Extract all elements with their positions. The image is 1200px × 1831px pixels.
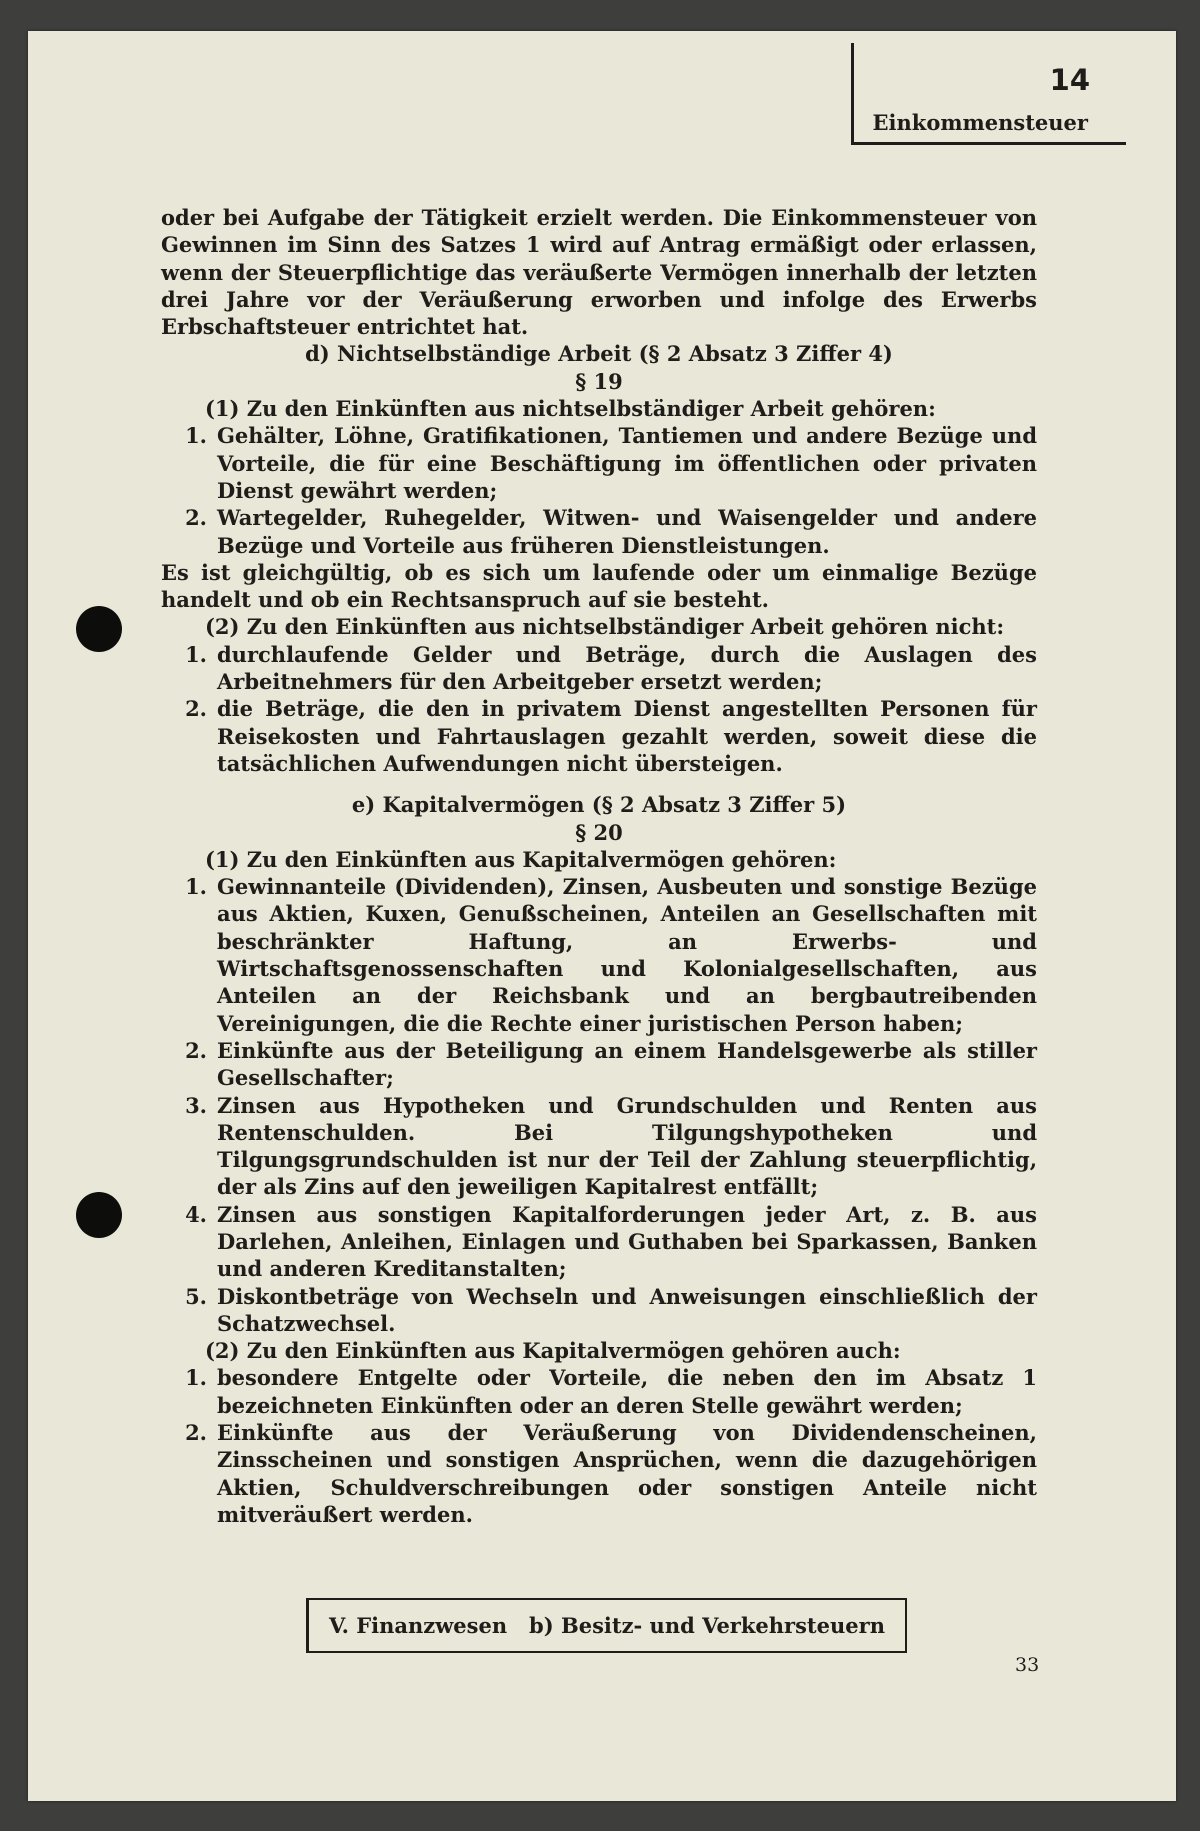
intro-paragraph: oder bei Aufgabe der Tätigkeit erzielt werden. Die Einkommensteuer von Gewinnen im Sinn des Satzes 1 wird auf Antrag ermäßigt oder erlassen, wenn der Steuerpflichtige das veräußerte Vermögen innerhalb der letzten drei Jahre vor der Veräußerung erworben und infolge des Erwerbs Erbschaftsteuer entrichtet hat.	[161, 205, 1037, 340]
item-number: 1.	[185, 1365, 207, 1391]
item-text: Gehälter, Löhne, Gratifikationen, Tantiemen und andere Bezüge und Vorteile, die für eine Beschäftigung im öffentlichen oder privaten Dienst gewährt werden;	[217, 423, 1037, 503]
list-item	[161, 1092, 1037, 1201]
section-e-heading: e) Kapitalvermögen (§ 2 Absatz 3 Ziffer 5)	[351, 792, 847, 818]
list-item	[161, 1037, 1037, 1092]
sec-d-note: Es ist gleichgültig, ob es sich um laufende oder um einmalige Bezüge handelt und ob ein Rechtsanspruch auf sie besteht.	[161, 559, 1037, 613]
item-text: Einkünfte aus der Beteiligung an einem Handelsgewerbe als stiller Gesellschafter;	[217, 1037, 1037, 1091]
list-item	[161, 695, 1037, 777]
item-number: 1.	[185, 874, 207, 900]
item-number: 2.	[185, 1037, 207, 1063]
item-text: die Beträge, die den in privatem Dienst angestellten Personen für Reisekosten und Fahrtauslagen gezahlt werden, soweit diese die tatsächlichen Aufwendungen nicht übersteigen.	[217, 696, 1037, 776]
item-text: Zinsen aus sonstigen Kapitalforderungen jeder Art, z. B. aus Darlehen, Anleihen, Einlagen und Guthaben bei Sparkassen, Banken und anderen Kreditanstalten;	[217, 1201, 1037, 1282]
document-body	[161, 204, 1037, 1528]
list-item	[161, 422, 1037, 504]
paragraph-19-heading: § 19	[575, 368, 623, 394]
section-number: 14	[1049, 63, 1090, 97]
item-text: Zinsen aus Hypotheken und Grundschulden und Renten aus Rentenschulden. Bei Tilgungshypotheken und Tilgungsgrundschulden ist nur der Teil der Zahlung steuerpflichtig, der als Zins auf den jeweiligen Kapitalrest entfällt;	[217, 1092, 1037, 1200]
sec-d-abs2-intro: (2) Zu den Einkünften aus nichtselbständiger Arbeit gehören nicht:	[205, 614, 1005, 640]
item-text: besondere Entgelte oder Vorteile, die neben den im Absatz 1 bezeichneten Einkünften oder an deren Stelle gewährt werden;	[217, 1365, 1037, 1418]
item-number: 2.	[185, 505, 207, 531]
page-number: 33	[1015, 1654, 1040, 1676]
list-item	[161, 1364, 1037, 1419]
item-text: Diskontbeträge von Wechseln und Anweisungen einschließlich der Schatzwechsel.	[217, 1283, 1037, 1336]
item-number: 4.	[185, 1201, 207, 1227]
item-number: 2.	[185, 1420, 207, 1446]
list-item	[161, 504, 1037, 559]
list-item	[161, 641, 1037, 696]
item-number: 1.	[185, 423, 207, 449]
sec-e-abs1-intro: (1) Zu den Einkünften aus Kapitalvermögen gehören:	[205, 846, 837, 872]
section-d-heading: d) Nichtselbständige Arbeit (§ 2 Absatz 3 Ziffer 4)	[305, 341, 893, 367]
section-title: Einkommensteuer	[872, 110, 1088, 135]
sec-d-abs1-intro: (1) Zu den Einkünften aus nichtselbständiger Arbeit gehören:	[205, 396, 936, 422]
list-item	[161, 1419, 1037, 1528]
document-page	[28, 31, 1176, 1801]
sec-e-abs2-intro: (2) Zu den Einkünften aus Kapitalvermögen gehören auch:	[205, 1338, 901, 1364]
list-item	[161, 873, 1037, 1037]
item-number: 2.	[185, 696, 207, 722]
item-text: Wartegelder, Ruhegelder, Witwen- und Waisengelder und andere Bezüge und Vorteile aus früheren Dienstleistungen.	[217, 505, 1037, 558]
paragraph-20-heading: § 20	[575, 819, 623, 845]
item-text: durchlaufende Gelder und Beträge, durch die Auslagen des Arbeitnehmers für den Arbeitgeber ersetzt werden;	[217, 641, 1037, 695]
item-number: 1.	[185, 641, 207, 667]
item-text: Einkünfte aus der Veräußerung von Dividendenscheinen, Zinsscheinen und sonstigen Ansprüchen, wenn die dazugehörigen Aktien, Schuldverschreibungen oder sonstigen Anteile nicht mitveräußert werden.	[217, 1420, 1037, 1527]
item-number: 3.	[185, 1092, 207, 1118]
item-text: Gewinnanteile (Dividenden), Zinsen, Ausbeuten und sonstige Bezüge aus Aktien, Kuxen, Genußscheinen, Anteilen an Gesellschaften mit beschränkter Haftung, an Erwerbs- und Wirtschaftsgenossenschaften und Kolonialgesellschaften, aus Anteilen an der Reichsbank und an bergbautreibenden Vereinigungen, die die Rechte einer juristischen Person haben;	[217, 874, 1037, 1036]
punch-hole-icon	[76, 1192, 122, 1238]
punch-hole-icon	[76, 606, 122, 652]
list-item	[161, 1283, 1037, 1338]
footer-category-box	[306, 1598, 907, 1653]
footer-category-label: V. Finanzwesen b) Besitz- und Verkehrsteuern	[329, 1613, 885, 1638]
item-number: 5.	[185, 1283, 207, 1309]
list-item	[161, 1201, 1037, 1283]
header-box	[851, 43, 1126, 145]
